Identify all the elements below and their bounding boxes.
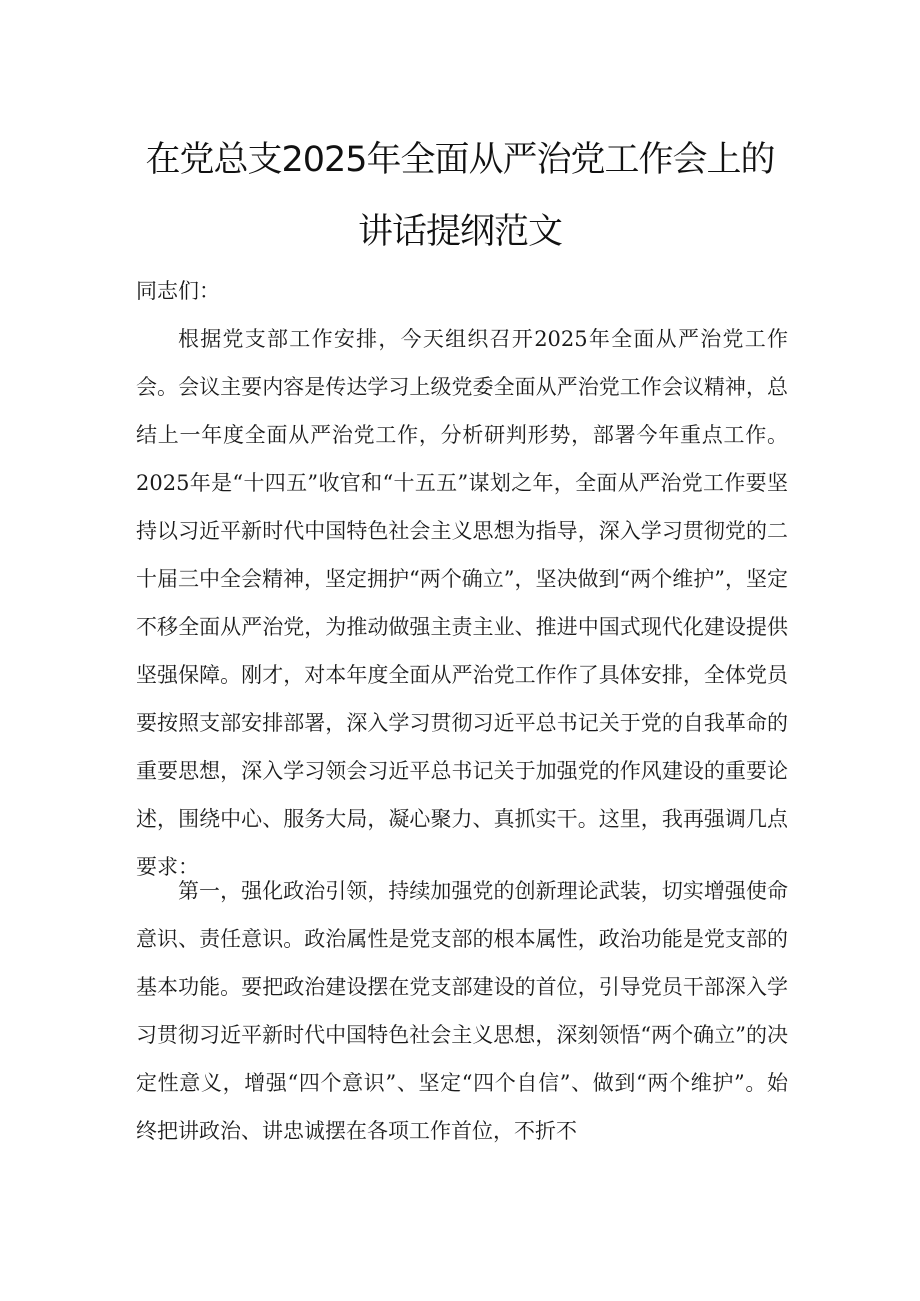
document-title-line-2: 讲话提纲范文: [357, 212, 562, 252]
document-title-line-1: 在党总支2025年全面从严治党工作会上的: [145, 140, 775, 180]
paragraph-introduction: 根据党支部工作安排，今天组织召开2025年全面从严治党工作会。会议主要内容是传达学习上级党委全面从严治党工作会议精神，总结上一年度全面从严治党工作，分析研判形势，部署今年重点工作。2025年是“十四五”收官和“十五五”谋划之年，全面从严治党工作要坚持以习近平新时代中国特色社会主义思想为指导，深入学习贯彻党的二十届三中全会精神，坚定拥护“两个确立”，坚决做到“两个维护”，坚定不移全面从严治党，为推动做强主责主业、推进中国式现代化建设提供坚强保障。刚才，对本年度全面从严治党工作作了具体安排，全体党员要按照支部安排部署，深入学习贯彻习近平总书记关于党的自我革命的重要思想，深入学习领会习近平总书记关于加强党的作风建设的重要论述，围绕中心、服务大局，凝心聚力、真抓实干。这里，我再强调几点要求：: [136, 327, 788, 879]
salutation: 同志们：: [136, 279, 220, 303]
paragraph-first-requirement: 第一，强化政治引领，持续加强党的创新理论武装，切实增强使命意识、责任意识。政治属性是党支部的根本属性，政治功能是党支部的基本功能。要把政治建设摆在党支部建设的首位，引导党员干部深入学习贯彻习近平新时代中国特色社会主义思想，深刻领悟“两个确立”的决定性意义，增强“四个意识”、坚定“四个自信”、做到“两个维护”。始终把讲政治、讲忠诚摆在各项工作首位，不折不: [136, 879, 788, 1143]
